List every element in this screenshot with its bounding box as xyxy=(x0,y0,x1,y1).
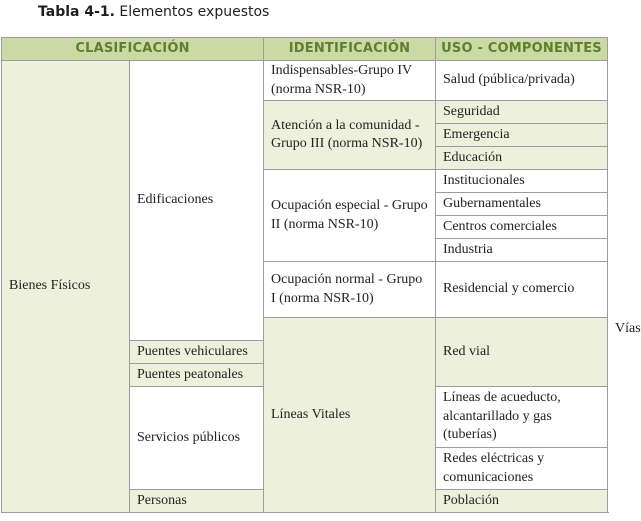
cell-lineas-vitales: Líneas Vitales xyxy=(264,318,436,513)
cell-bienes-fisicos: Bienes Físicos xyxy=(2,61,130,513)
cell-centros-comerciales: Centros comerciales xyxy=(436,216,608,239)
exposed-elements-table: CLASIFICACIÓN IDENTIFICACIÓN USO - COMPONENTES Bienes Físicos Edificaciones Indispensables-Grupo IV (norma NSR-10) Salud (pública/privada) Atención a la comunidad - Grupo III (norma NSR-10) Seguridad Emergencia Educación Ocupación especial - Grupo II (norma NSR-10) Institucionales Gubernamentales Centros comerciales Industria Ocupación normal - Grupo I (norma NSR-10) Residencial y comercio Líneas Vitales Red vial Vías Puentes vehiculares Puentes peatonales Servicios públicos Líneas de acueducto, alcantarillado y gas (tuberías) Redes eléctricas y comunicaciones Personas Población xyxy=(1,37,608,513)
cell-poblacion: Población xyxy=(436,490,608,513)
cell-red-vial: Red vial xyxy=(436,318,608,387)
cell-edificaciones: Edificaciones xyxy=(130,61,264,341)
table-caption xyxy=(38,4,269,20)
cell-personas: Personas xyxy=(130,490,436,513)
cell-industria: Industria xyxy=(436,239,608,262)
cell-grupo-iv: Indispensables-Grupo IV (norma NSR-10) xyxy=(264,61,436,101)
cell-acueducto: Líneas de acueducto, alcantarillado y gas (tuberías) xyxy=(436,387,608,448)
cell-educacion: Educación xyxy=(436,147,608,170)
caption-title: Elementos expuestos xyxy=(119,4,270,20)
header-row xyxy=(2,38,608,61)
cell-salud: Salud (pública/privada) xyxy=(436,61,608,101)
cell-residencial: Residencial y comercio xyxy=(436,262,608,318)
header-uso: USO - COMPONENTES xyxy=(436,38,608,61)
cell-seguridad: Seguridad xyxy=(436,101,608,124)
header-clasificacion: CLASIFICACIÓN xyxy=(2,38,264,61)
cell-redes-electricas: Redes eléctricas y comunicaciones xyxy=(436,448,608,490)
header-identificacion: IDENTIFICACIÓN xyxy=(264,38,436,61)
caption-label: Tabla 4-1. xyxy=(38,4,115,20)
cell-grupo-ii: Ocupación especial - Grupo II (norma NSR-10) xyxy=(264,170,436,262)
cell-emergencia: Emergencia xyxy=(436,124,608,147)
cell-institucionales: Institucionales xyxy=(436,170,608,193)
cell-puentes-vehiculares: Puentes vehiculares xyxy=(130,341,264,364)
cell-grupo-i: Ocupación normal - Grupo I (norma NSR-10) xyxy=(264,262,436,318)
cell-puentes-peatonales: Puentes peatonales xyxy=(130,364,264,387)
cell-grupo-iii: Atención a la comunidad - Grupo III (norma NSR-10) xyxy=(264,101,436,170)
cell-gubernamentales: Gubernamentales xyxy=(436,193,608,216)
cell-servicios-publicos: Servicios públicos xyxy=(130,387,264,490)
